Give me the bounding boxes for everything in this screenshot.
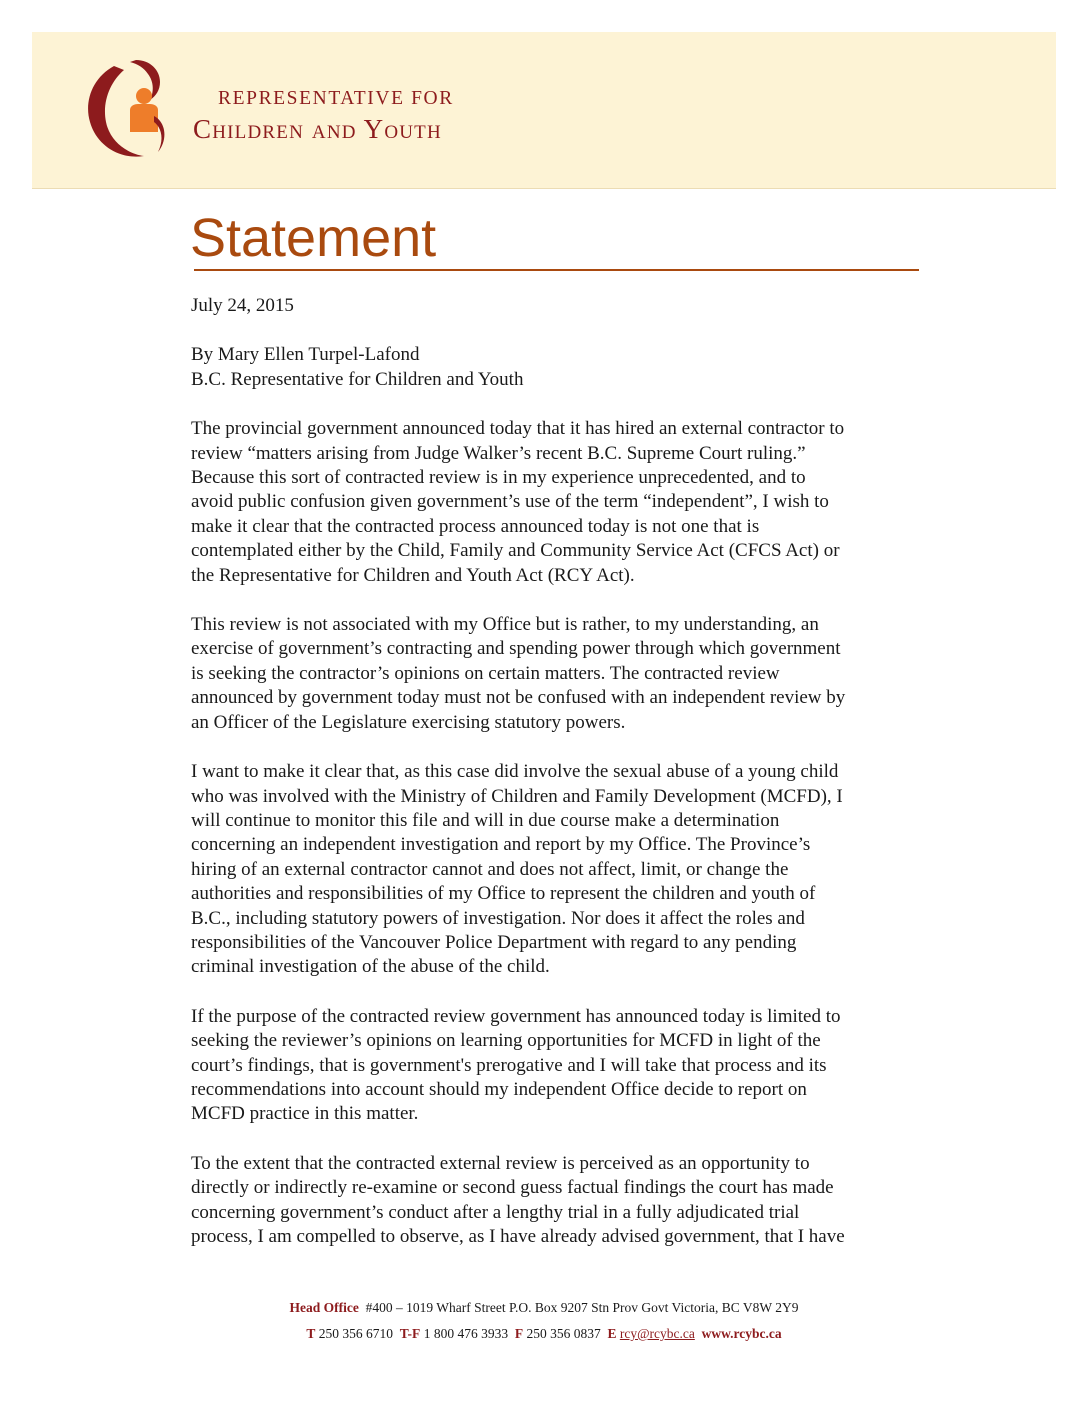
email-link[interactable]: rcy@rcybc.ca (619, 1326, 695, 1341)
text-line: This review is not associated with my Office but is rather, to my understanding, an (191, 614, 819, 636)
phone-number: 250 356 6710 (318, 1326, 394, 1341)
text-line: To the extent that the contracted external review is perceived as an opportunity to (191, 1152, 810, 1174)
text-line: is seeking the contractor’s opinions on certain matters. The contracted review (191, 662, 780, 684)
paragraph-3 (191, 760, 951, 980)
text-line: exercise of government’s contracting and spending power through which government (191, 638, 841, 660)
letterhead-band (32, 32, 1056, 189)
head-office-label: Head Office (289, 1300, 359, 1315)
text-line: recommendations into account should my independent Office decide to report on (191, 1078, 807, 1100)
text-line: responsibilities of the Vancouver Police Department with regard to any pending (191, 931, 797, 953)
text-line: an Officer of the Legislature exercising statutory powers. (191, 711, 626, 733)
rcy-logo-icon (84, 56, 170, 162)
text-line: directly or indirectly re-examine or second guess factual findings the court has made (191, 1177, 834, 1199)
text-line: review “matters arising from Judge Walker’s recent B.C. Supreme Court ruling.” (191, 442, 806, 464)
paragraph-2 (191, 613, 951, 735)
byline-role: B.C. Representative for Children and Youth (191, 368, 524, 390)
text-line: MCFD practice in this matter. (191, 1103, 419, 1125)
footer-contacts (0, 1326, 1088, 1342)
byline (191, 343, 951, 392)
paragraph-4 (191, 1005, 951, 1127)
statement-date: July 24, 2015 (191, 295, 294, 316)
office-address: #400 – 1019 Wharf Street P.O. Box 9207 Stn Prov Govt Victoria, BC V8W 2Y9 (365, 1300, 799, 1315)
text-line: concerning an independent investigation and report by my Office. The Province’s (191, 834, 811, 856)
text-line: the Representative for Children and Youth Act (RCY Act). (191, 564, 635, 586)
text-line: The provincial government announced today that it has hired an external contractor to (191, 418, 845, 440)
fax-number: 250 356 0837 (526, 1326, 601, 1341)
text-line: court’s findings, that is government's prerogative and I will take that process and its (191, 1054, 827, 1076)
text-line: who was involved with the Ministry of Children and Family Development (MCFD), I (191, 785, 843, 807)
byline-author: By Mary Ellen Turpel-Lafond (191, 344, 420, 366)
text-line: hiring of an external contractor cannot and does not affect, limit, or change the (191, 858, 789, 880)
text-line: authorities and responsibilities of my Office to represent the children and youth of (191, 883, 816, 905)
org-name-line2: Children and Youth (193, 114, 442, 144)
document-title: Statement (190, 208, 437, 268)
text-line: make it clear that the contracted process announced today is not one that is (191, 515, 760, 537)
text-line: Because this sort of contracted review is in my experience unprecedented, and to (191, 467, 806, 489)
text-line: concerning government’s conduct after a lengthy trial in a fully adjudicated trial (191, 1201, 800, 1223)
text-line: If the purpose of the contracted review government has announced today is limited to (191, 1005, 841, 1027)
org-name-line1: REPRESENTATIVE FOR (218, 88, 454, 109)
text-line: seeking the reviewer’s opinions on learning opportunities for MCFD in light of the (191, 1030, 821, 1052)
paragraph-5 (191, 1152, 951, 1250)
fax-label: F (514, 1326, 524, 1341)
website-link[interactable]: www.rcybc.ca (701, 1326, 782, 1341)
text-line: contemplated either by the Child, Family and Community Service Act (CFCS Act) or (191, 540, 840, 562)
title-divider (194, 269, 919, 271)
statement-body (191, 294, 951, 1274)
text-line: avoid public confusion given government’s use of the term “independent”, I wish to (191, 491, 829, 513)
paragraph-1 (191, 417, 951, 588)
toll-free-label: T-F (399, 1326, 421, 1341)
phone-label: T (306, 1326, 316, 1341)
text-line: process, I am compelled to observe, as I have already advised government, that I have (191, 1226, 845, 1247)
text-line: announced by government today must not be confused with an independent review by (191, 687, 846, 709)
text-line: will continue to monitor this file and will in due course make a determination (191, 809, 780, 831)
footer-address (0, 1300, 1088, 1316)
email-label: E (607, 1326, 617, 1341)
toll-free-number: 1 800 476 3933 (423, 1326, 509, 1341)
text-line: B.C., including statutory powers of investigation. Nor does it affect the roles and (191, 907, 805, 929)
text-line: criminal investigation of the abuse of the child. (191, 956, 550, 978)
text-line: I want to make it clear that, as this case did involve the sexual abuse of a young child (191, 761, 839, 783)
